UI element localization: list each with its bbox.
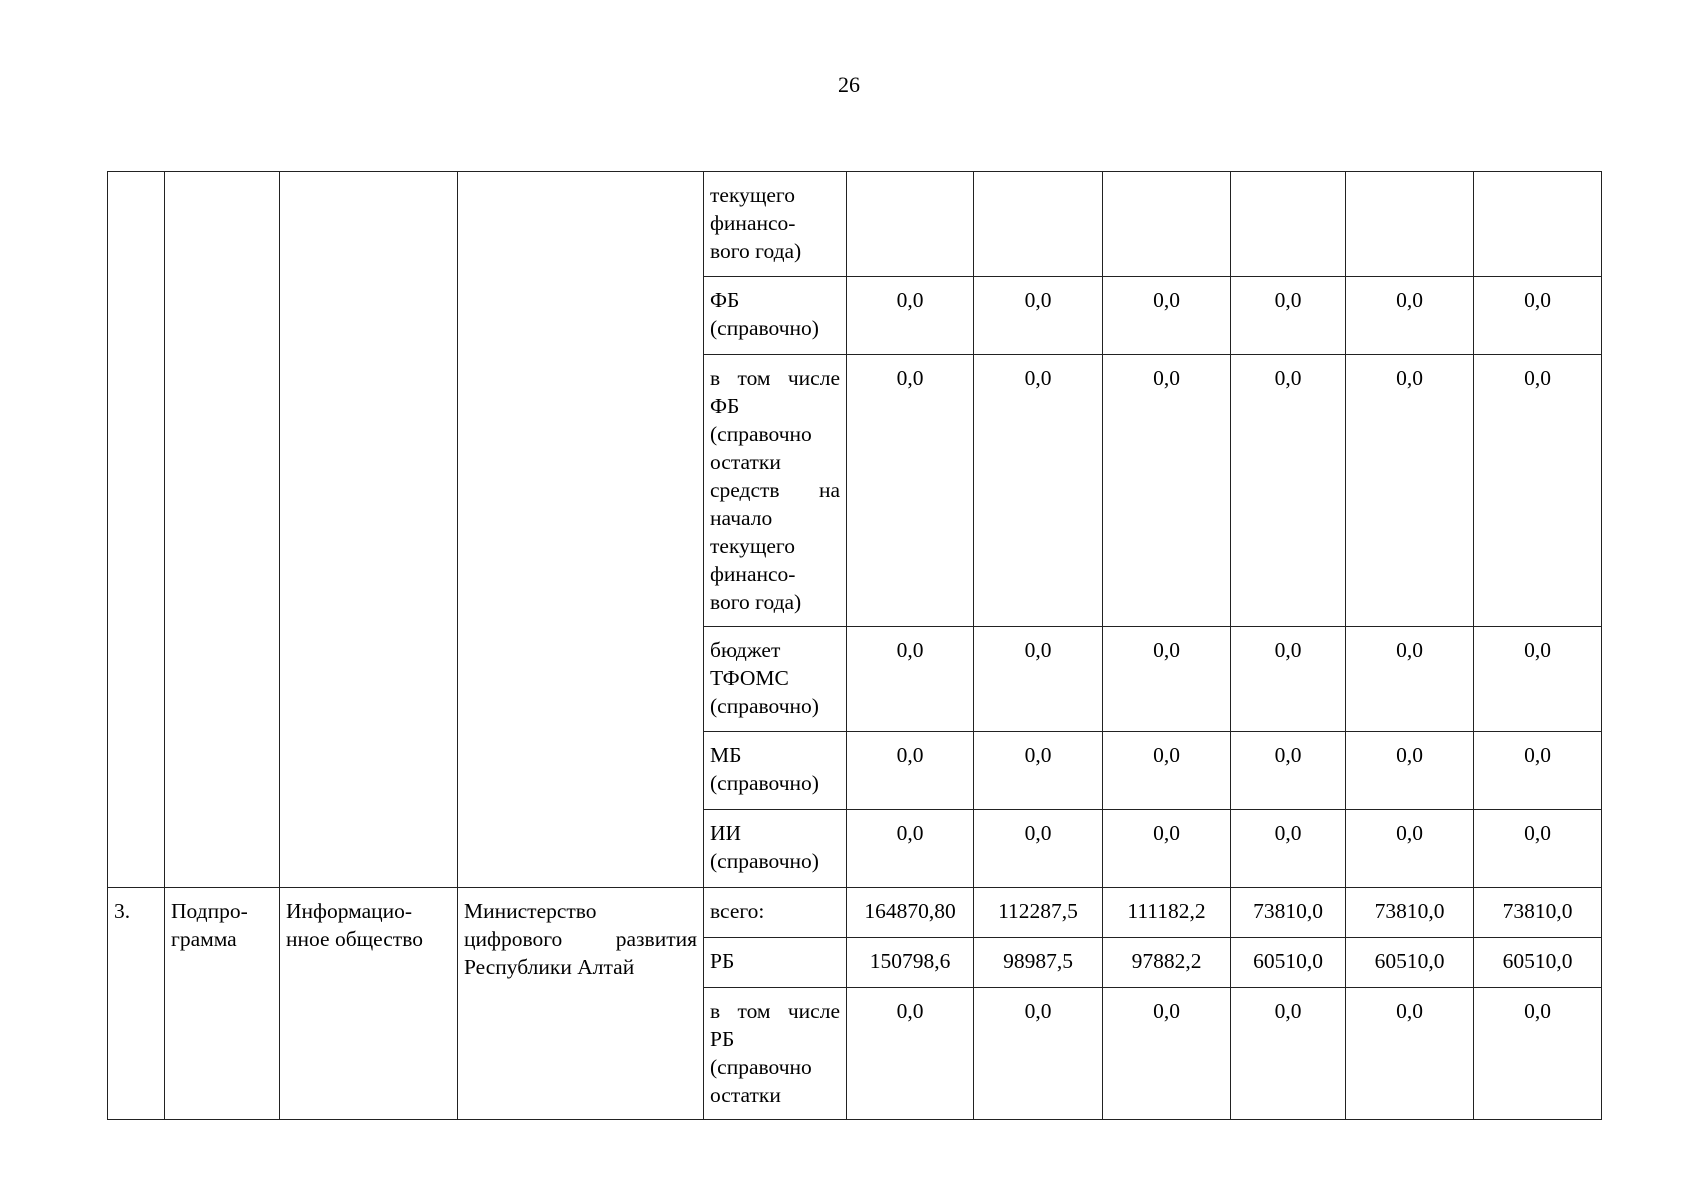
source-line: средств на: [710, 478, 840, 502]
source-line: ТФОМС: [710, 666, 789, 690]
value-cell: 111182,2: [1103, 888, 1231, 938]
source-line: МБ: [710, 743, 742, 767]
executor-cell: [458, 888, 704, 1120]
source-line: вого года): [710, 239, 802, 263]
table-row: [108, 888, 1602, 938]
value-cell: [1231, 172, 1346, 277]
value-cell: 0,0: [1103, 355, 1231, 627]
source-line: в том числе: [710, 999, 840, 1023]
value-cell: 73810,0: [1231, 888, 1346, 938]
value-cell: 0,0: [847, 988, 974, 1120]
value-cell: [1346, 172, 1474, 277]
source-line: ФБ: [710, 288, 740, 312]
value-cell: 0,0: [1231, 732, 1346, 810]
value-cell: 0,0: [1231, 277, 1346, 355]
source-cell: [704, 810, 847, 888]
value-cell: 0,0: [1231, 355, 1346, 627]
value-cell: 0,0: [1103, 627, 1231, 732]
value-cell: 0,0: [1231, 810, 1346, 888]
source-cell: [704, 938, 847, 988]
budget-table: [107, 171, 1602, 1120]
value-cell: 0,0: [1231, 627, 1346, 732]
value-cell: [847, 172, 974, 277]
type-line: грамма: [171, 927, 237, 951]
value-cell: 0,0: [1231, 988, 1346, 1120]
source-line: начало: [710, 506, 773, 530]
value-cell: 0,0: [847, 277, 974, 355]
value-cell: 112287,5: [974, 888, 1103, 938]
source-line: текущего: [710, 183, 795, 207]
source-line: бюджет: [710, 638, 781, 662]
value-cell: 0,0: [1346, 732, 1474, 810]
executor-line: Министерство: [464, 899, 597, 923]
name-cell: [280, 888, 458, 1120]
source-line: (справочно): [710, 771, 819, 795]
value-cell: 0,0: [1474, 732, 1602, 810]
source-line: текущего: [710, 534, 795, 558]
value-cell: 0,0: [1103, 277, 1231, 355]
source-cell: [704, 988, 847, 1120]
value-cell: 0,0: [974, 355, 1103, 627]
source-cell: [704, 355, 847, 627]
source-line: (справочно: [710, 422, 812, 446]
source-line: РБ: [710, 1027, 735, 1051]
value-cell: 60510,0: [1474, 938, 1602, 988]
value-cell: 150798,6: [847, 938, 974, 988]
source-line: (справочно: [710, 1055, 812, 1079]
value-cell: 0,0: [1474, 988, 1602, 1120]
name-line: нное общество: [286, 927, 423, 951]
type-cell: [165, 888, 280, 1120]
value-cell: 0,0: [847, 810, 974, 888]
source-line: остатки: [710, 1083, 781, 1107]
value-cell: 0,0: [1103, 988, 1231, 1120]
type-cell: [165, 172, 280, 888]
name-line: Информацио-: [286, 899, 413, 923]
source-line: в том числе: [710, 366, 840, 390]
value-cell: 0,0: [1346, 810, 1474, 888]
source-line: всего:: [710, 899, 765, 923]
value-cell: 60510,0: [1231, 938, 1346, 988]
value-cell: 60510,0: [1346, 938, 1474, 988]
value-cell: 97882,2: [1103, 938, 1231, 988]
value-cell: [1103, 172, 1231, 277]
source-line: (справочно): [710, 694, 819, 718]
source-cell: [704, 277, 847, 355]
source-line: финансо-: [710, 211, 796, 235]
value-cell: 0,0: [847, 732, 974, 810]
value-cell: 0,0: [974, 988, 1103, 1120]
value-cell: 0,0: [974, 627, 1103, 732]
page-number: 26: [838, 72, 860, 97]
type-line: Подпро-: [171, 899, 248, 923]
source-line: вого года): [710, 590, 802, 614]
value-cell: 0,0: [1103, 732, 1231, 810]
value-cell: [974, 172, 1103, 277]
executor-line: Республики Алтай: [464, 955, 635, 979]
source-cell: [704, 888, 847, 938]
value-cell: [1474, 172, 1602, 277]
source-line: (справочно): [710, 849, 819, 873]
value-cell: 73810,0: [1474, 888, 1602, 938]
value-cell: 0,0: [974, 732, 1103, 810]
number-cell: 3.: [108, 888, 165, 1120]
executor-line: цифрового развития: [464, 927, 697, 951]
value-cell: 0,0: [847, 627, 974, 732]
source-line: ФБ: [710, 394, 740, 418]
value-cell: 0,0: [1474, 355, 1602, 627]
source-line: остатки: [710, 450, 781, 474]
source-line: РБ: [710, 949, 735, 973]
source-cell: [704, 627, 847, 732]
table-row: [108, 172, 1602, 277]
value-cell: 0,0: [1474, 627, 1602, 732]
value-cell: 73810,0: [1346, 888, 1474, 938]
value-cell: 0,0: [1346, 627, 1474, 732]
value-cell: 0,0: [1346, 988, 1474, 1120]
value-cell: 0,0: [1346, 277, 1474, 355]
executor-cell: [458, 172, 704, 888]
value-cell: 0,0: [1346, 355, 1474, 627]
number-cell: [108, 172, 165, 888]
value-cell: 0,0: [1474, 810, 1602, 888]
value-cell: 164870,80: [847, 888, 974, 938]
value-cell: 0,0: [1474, 277, 1602, 355]
source-cell: [704, 172, 847, 277]
source-line: ИИ: [710, 821, 742, 845]
value-cell: 0,0: [1103, 810, 1231, 888]
value-cell: 98987,5: [974, 938, 1103, 988]
value-cell: 0,0: [974, 810, 1103, 888]
source-line: финансо-: [710, 562, 796, 586]
value-cell: 0,0: [974, 277, 1103, 355]
value-cell: 0,0: [847, 355, 974, 627]
source-cell: [704, 732, 847, 810]
name-cell: [280, 172, 458, 888]
source-line: (справочно): [710, 316, 819, 340]
